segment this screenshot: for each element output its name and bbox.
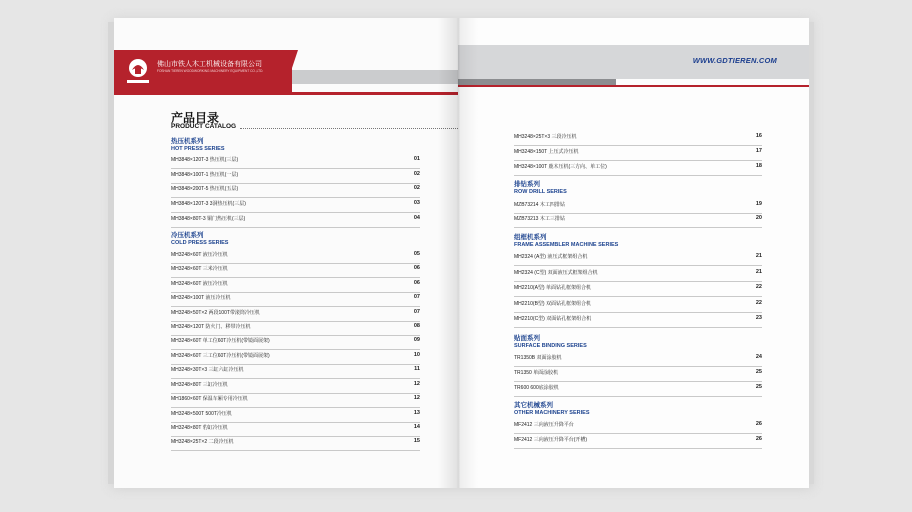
catalog-entry[interactable] (171, 380, 420, 394)
website-url[interactable]: WWW.GDTIEREN.COM (692, 56, 777, 65)
catalog-entry[interactable] (171, 170, 420, 184)
entry-label: TR1350 单面涂胶机 (514, 370, 559, 376)
entry-label: MH3848×120T-3 3洞热压机(三层) (171, 201, 246, 207)
section-title-cn: 贴面系列 (514, 335, 540, 342)
catalog-entry[interactable] (171, 279, 420, 293)
entry-label: MH3248×80T 豹缸冷压机 (171, 425, 228, 431)
catalog-entry[interactable] (171, 199, 420, 213)
entry-label: TR1350B 双面涂胶机 (514, 355, 562, 361)
entry-label: MH3248×60T 三米冷压机 (171, 266, 228, 272)
entry-page: 06 (413, 280, 420, 286)
entry-page: 15 (413, 438, 420, 444)
entry-label: MH3248×50T×2 两段100T带滚筒冷压机 (171, 310, 260, 316)
catalog-divider (240, 128, 458, 129)
catalog-entry[interactable] (514, 435, 762, 449)
entry-page: 20 (755, 215, 762, 221)
catalog-entry[interactable] (514, 299, 762, 313)
catalog-entry[interactable] (171, 250, 420, 264)
catalog-entry[interactable] (171, 423, 420, 437)
entry-page: 21 (755, 269, 762, 275)
entry-label: MH3848×80T-3 铜门热压机(三层) (171, 216, 246, 222)
entry-label: MH3248×60T 三工位60T冷压机(带镜面展架) (171, 353, 270, 359)
entry-page: 04 (413, 215, 420, 221)
entry-page: 12 (413, 381, 420, 387)
entry-page: 25 (755, 384, 762, 390)
entry-label: MH3848×120T-3 热压机(三层) (171, 157, 239, 163)
catalog-title: 产品目录 (171, 111, 220, 125)
entry-page: 11 (414, 366, 420, 372)
entry-label: MF2412 三向液压升降平台(开槽) (514, 437, 588, 443)
catalog-entry[interactable] (514, 162, 762, 176)
section-hot-press (171, 138, 225, 153)
entry-page: 25 (755, 369, 762, 375)
company-name-en: FOSHAN TIEREN WOODWORKING MACHINERY EQUIPMENT CO.,LTD. (157, 69, 264, 73)
section-title-en: FRAME ASSEMBLER MACHINE SERIES (514, 242, 619, 248)
entry-label: MH1860×60T 保温车厢专用冷压机 (171, 396, 248, 402)
entry-page: 02 (413, 171, 420, 177)
entry-page: 05 (413, 251, 420, 257)
entry-label: MH3248×120T 防火门、移带冷压机 (171, 324, 251, 330)
entry-label: MH3248×60T 液压冷压机 (171, 281, 228, 287)
catalog-entry[interactable] (514, 147, 762, 161)
catalog-entry[interactable] (171, 394, 420, 408)
catalog-entry[interactable] (514, 132, 762, 146)
right-page (458, 18, 809, 488)
entry-label: MH2324 (C型) 双面液压式框架组合机 (514, 270, 598, 276)
entry-label: MH3248×60T 液压冷压机 (171, 252, 228, 258)
entry-label: MH3848×100T-1 热压机(一层) (171, 172, 239, 178)
entry-page: 07 (413, 309, 420, 315)
company-name-cn: 佛山市铁人木工机械设备有限公司 (157, 61, 262, 68)
section-title-en: SURFACE BINDING SERIES (514, 343, 587, 349)
catalog-entry[interactable] (514, 383, 762, 397)
section-title-en: ROW DRILL SERIES (514, 189, 567, 195)
catalog-entry[interactable] (171, 409, 420, 423)
header-red-line (458, 85, 809, 87)
entry-page: 06 (413, 265, 420, 271)
entry-label: MH3248×100T 鹿木压机(三方向、单工位) (514, 164, 607, 170)
catalog-entry[interactable] (514, 200, 762, 214)
entry-label: MZB73213 木工三排钻 (514, 216, 565, 222)
catalog-entry[interactable] (171, 351, 420, 365)
catalog-entry[interactable] (171, 437, 420, 451)
entry-label: MH3248×500T 500T冷压机 (171, 411, 232, 417)
entry-page: 07 (413, 294, 420, 300)
entry-page: 17 (755, 148, 762, 154)
catalog-entry[interactable] (171, 264, 420, 278)
section-title-cn: 热压机系列 (171, 138, 204, 145)
entry-label: MF2412 三向液压升降平台 (514, 422, 574, 428)
entry-label: MH3248×30T×3 三缸六缸冷压机 (171, 367, 244, 373)
section-frame-assembler (514, 234, 618, 249)
header-red-line (114, 92, 458, 95)
book-gutter (438, 18, 478, 488)
entry-label: MZB73214 木工四排钻 (514, 202, 565, 208)
catalog-entry[interactable] (514, 420, 762, 434)
section-title-cn: 其它机械系列 (514, 402, 553, 409)
catalog-entry[interactable] (514, 268, 762, 282)
company-logo (124, 56, 152, 86)
entry-page: 18 (755, 163, 762, 169)
entry-page: 02 (413, 185, 420, 191)
entry-page: 14 (413, 424, 420, 430)
entry-page: 22 (755, 300, 762, 306)
entry-label: MH2210(B型) 双面钻孔框架组合机 (514, 301, 591, 307)
catalog-entry[interactable] (514, 368, 762, 382)
entry-page: 03 (413, 200, 420, 206)
entry-page: 26 (755, 421, 762, 427)
section-title-en: OTHER MACHINERY SERIES (514, 410, 590, 416)
catalog-subtitle: PRODUCT CATALOG (171, 123, 237, 130)
section-title-cn: 冷压机系列 (171, 232, 204, 239)
entry-label: MH2210(C型) 双面钻孔框架组合机 (514, 316, 592, 322)
entry-label: MH3248×150T 上压式冷压机 (514, 149, 579, 155)
section-row-drill (514, 181, 567, 196)
section-cold-press (171, 232, 228, 247)
entry-label: MH3248×60T 单工位60T冷压机(带镜面展架) (171, 338, 270, 344)
header-red-slant (284, 50, 298, 92)
entry-label: MH3248×100T 液压冷压机 (171, 295, 231, 301)
catalog-entry[interactable] (171, 365, 420, 379)
section-other-machinery (514, 402, 589, 417)
catalog-entry[interactable] (514, 214, 762, 228)
entry-page: 13 (413, 410, 420, 416)
entry-label: MH3848×200T-5 热压机(五层) (171, 186, 239, 192)
entry-page: 08 (413, 323, 420, 329)
entry-page: 12 (413, 395, 420, 401)
entry-label: MH3248×80T 三缸冷压机 (171, 382, 228, 388)
catalog-entry[interactable] (171, 214, 420, 228)
section-title-cn: 组框机系列 (514, 234, 547, 241)
catalog-entry[interactable] (171, 184, 420, 198)
entry-page: 16 (755, 133, 762, 139)
catalog-entry[interactable] (171, 308, 420, 322)
catalog-entry[interactable] (171, 322, 420, 336)
catalog-entry[interactable] (514, 314, 762, 328)
entry-page: 09 (413, 337, 420, 343)
left-page (114, 18, 458, 488)
catalog-entry[interactable] (514, 353, 762, 367)
catalog-entry[interactable] (514, 283, 762, 297)
catalog-entry[interactable] (514, 252, 762, 266)
entry-page: 22 (755, 284, 762, 290)
entry-page: 26 (755, 436, 762, 442)
catalog-entry[interactable] (171, 336, 420, 350)
section-title-cn: 排钻系列 (514, 181, 540, 188)
section-surface-binding (514, 335, 587, 350)
catalog-entry[interactable] (171, 155, 420, 169)
entry-label: MH3248×25T×2 二段冷压机 (171, 439, 234, 445)
entry-page: 23 (755, 315, 762, 321)
entry-page: 10 (413, 352, 420, 358)
entry-label: TR600 600底涂胶机 (514, 385, 559, 391)
entry-page: 19 (755, 201, 762, 207)
entry-label: MH2324 (A型) 液压式框架组合机 (514, 254, 588, 260)
book-edge-right (809, 22, 814, 484)
section-title-en: HOT PRESS SERIES (171, 146, 225, 152)
catalog-entry[interactable] (171, 293, 420, 307)
entry-page: 24 (755, 354, 762, 360)
entry-page: 01 (413, 156, 420, 162)
entry-label: MH3248×25T×3 三段冷压机 (514, 134, 577, 140)
entry-label: MH2210(A型) 单面钻孔框架组合机 (514, 285, 591, 291)
entry-page: 21 (755, 253, 762, 259)
section-title-en: COLD PRESS SERIES (171, 240, 229, 246)
